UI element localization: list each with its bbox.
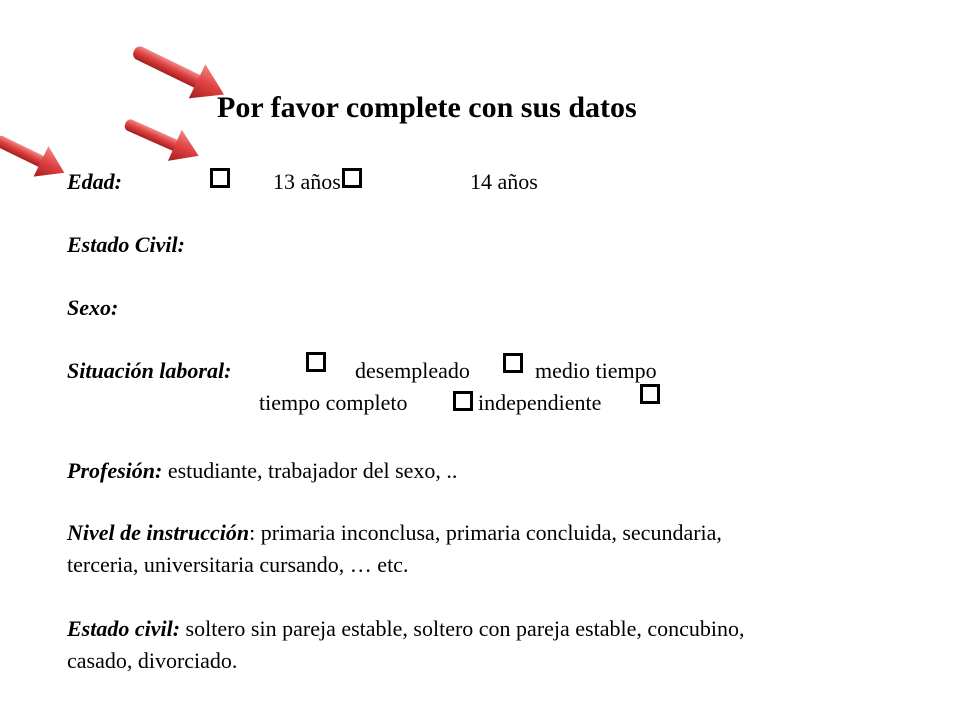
- checkbox-14-anos[interactable]: [342, 168, 362, 188]
- edad-option-13: 13 años: [273, 169, 341, 194]
- profesion-text: estudiante, trabajador del sexo, ..: [162, 458, 458, 483]
- edad-option-14: 14 años: [470, 169, 538, 194]
- page-title: Por favor complete con sus datos: [217, 91, 637, 124]
- situacion-option-tiempo-completo: tiempo completo: [259, 390, 408, 415]
- estado-civil-opts-line-1: [67, 614, 745, 644]
- situacion-option-medio-tiempo: medio tiempo: [535, 358, 657, 383]
- checkbox-medio-tiempo[interactable]: [503, 353, 523, 373]
- nivel-label: Nivel de instrucción: [67, 520, 250, 545]
- situacion-option-independiente: independiente: [478, 390, 602, 415]
- checkbox-tiempo-completo[interactable]: [453, 391, 473, 411]
- checkbox-independiente[interactable]: [640, 384, 660, 404]
- nivel-text-1: : primaria inconclusa, primaria concluida, secundaria,: [249, 520, 722, 545]
- checkbox-13-anos[interactable]: [210, 168, 230, 188]
- estado-civil-opts-text-1: soltero sin pareja estable, soltero con pareja estable, concubino,: [180, 616, 745, 641]
- estado-civil-opts-text-2: casado, divorciado.: [67, 648, 238, 673]
- profesion-line: [67, 456, 457, 486]
- red-arrow-icon: [118, 110, 208, 170]
- estado-civil-label: Estado Civil:: [67, 232, 185, 257]
- estado-civil-opts-label: Estado civil:: [67, 616, 181, 641]
- checkbox-desempleado[interactable]: [306, 352, 326, 372]
- sexo-label: Sexo:: [67, 295, 119, 320]
- situacion-option-desempleado: desempleado: [355, 358, 470, 383]
- nivel-line-1: [67, 518, 722, 548]
- nivel-text-2: terceria, universitaria cursando, … etc.: [67, 552, 409, 577]
- profesion-label: Profesión:: [67, 458, 163, 483]
- situacion-laboral-label: Situación laboral:: [67, 358, 232, 383]
- edad-label: Edad:: [67, 169, 122, 194]
- red-arrow-icon: [0, 125, 72, 190]
